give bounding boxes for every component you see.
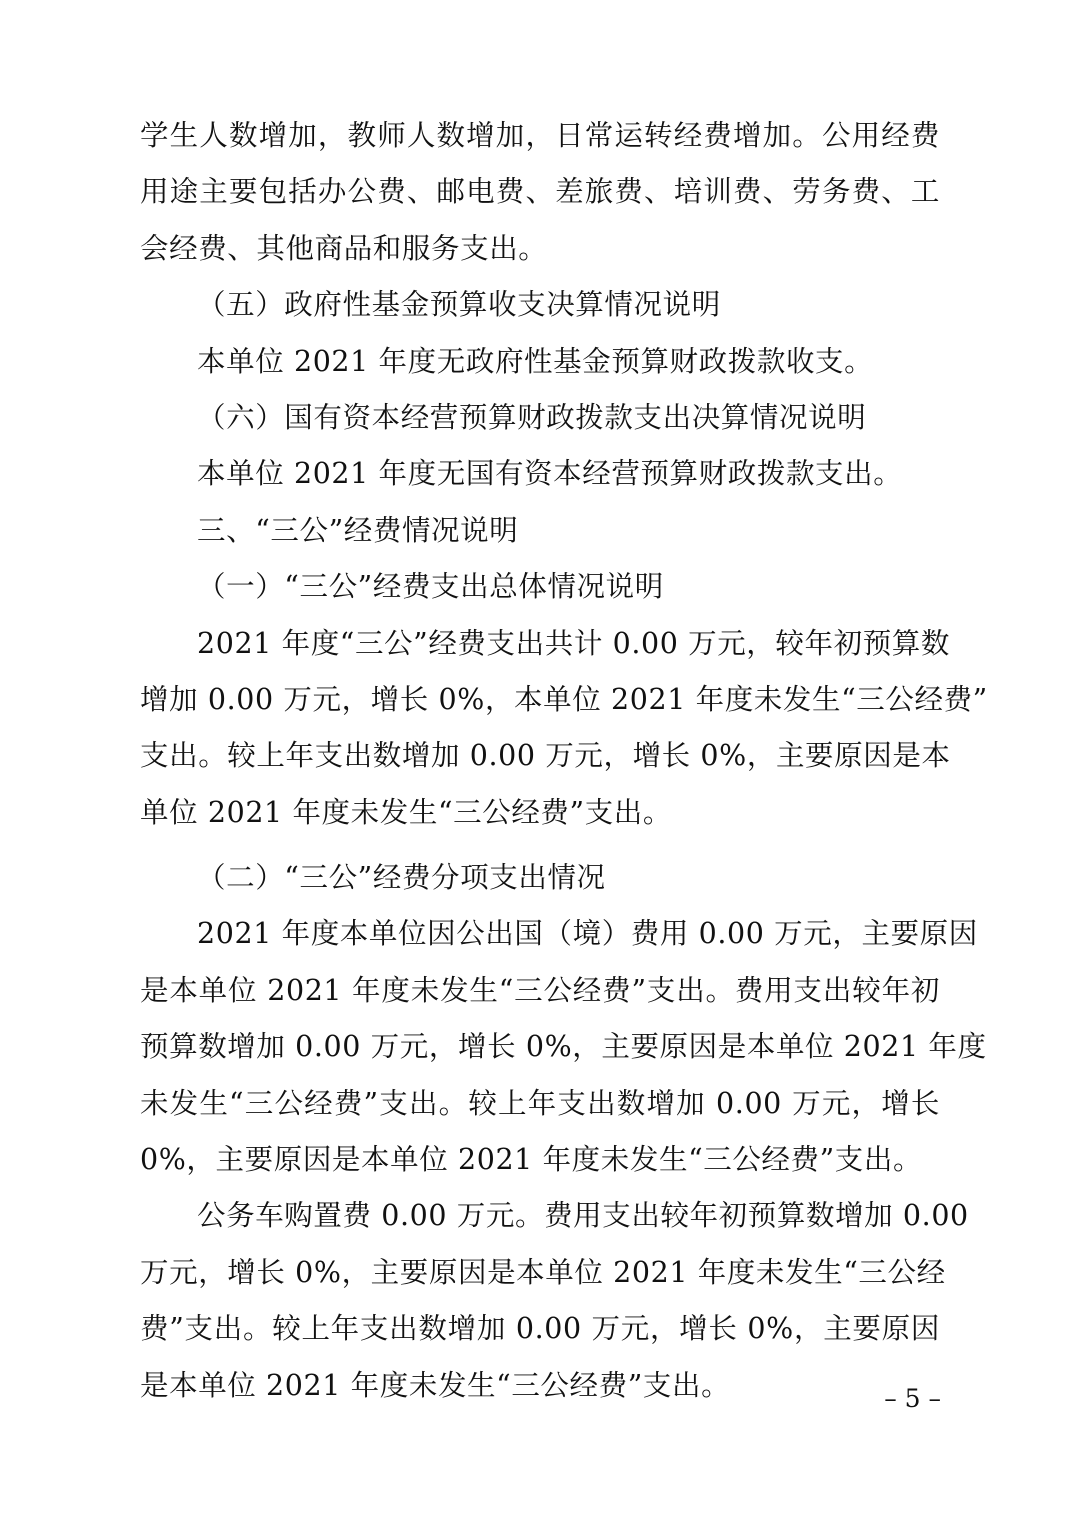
page-number: – 5 –	[884, 1384, 941, 1413]
paragraph-line: 公务车购置费 0.00 万元。费用支出较年初预算数增加 0.00	[197, 1199, 969, 1233]
chapter-heading-3: 三、“三公”经费情况说明	[197, 513, 519, 547]
paragraph-line: 费”支出。较上年支出数增加 0.00 万元，增长 0%，主要原因	[140, 1312, 940, 1346]
section-heading-2: （二）“三公”经费分项支出情况	[197, 861, 606, 895]
paragraph-line: 是本单位 2021 年度未发生“三公经费”支出。费用支出较年初	[140, 973, 940, 1007]
paragraph-line: 单位 2021 年度未发生“三公经费”支出。	[140, 795, 672, 829]
section-heading-1: （一）“三公”经费支出总体情况说明	[197, 570, 664, 604]
paragraph-line: 会经费、其他商品和服务支出。	[140, 231, 548, 265]
paragraph-line: 增加 0.00 万元，增长 0%，本单位 2021 年度未发生“三公经费”	[140, 682, 988, 716]
paragraph-line: 2021 年度本单位因公出国（境）费用 0.00 万元，主要原因	[197, 917, 978, 951]
paragraph-line: 0%，主要原因是本单位 2021 年度未发生“三公经费”支出。	[140, 1143, 923, 1177]
paragraph-line: 学生人数增加，教师人数增加，日常运转经费增加。公用经费	[140, 119, 940, 152]
document-body	[140, 108, 988, 1414]
paragraph-line: 支出。较上年支出数增加 0.00 万元，增长 0%，主要原因是本	[140, 739, 951, 773]
paragraph-line: 是本单位 2021 年度未发生“三公经费”支出。	[140, 1368, 731, 1402]
section-heading-5: （五）政府性基金预算收支决算情况说明	[197, 288, 721, 322]
spacer	[140, 841, 940, 850]
paragraph-line: 用途主要包括办公费、邮电费、差旅费、培训费、劳务费、工	[140, 175, 940, 209]
paragraph-line: 万元，增长 0%，主要原因是本单位 2021 年度未发生“三公经	[140, 1255, 946, 1289]
paragraph-line: 本单位 2021 年度无政府性基金预算财政拨款收支。	[197, 344, 874, 378]
paragraph-line: 本单位 2021 年度无国有资本经营预算财政拨款支出。	[197, 457, 903, 491]
paragraph-line: 预算数增加 0.00 万元，增长 0%，主要原因是本单位 2021 年度	[140, 1030, 987, 1064]
section-heading-6: （六）国有资本经营预算财政拨款支出决算情况说明	[197, 400, 867, 434]
paragraph-line: 未发生“三公经费”支出。较上年支出数增加 0.00 万元，增长	[140, 1086, 940, 1120]
paragraph-line: 2021 年度“三公”经费支出共计 0.00 万元，较年初预算数	[197, 626, 951, 660]
